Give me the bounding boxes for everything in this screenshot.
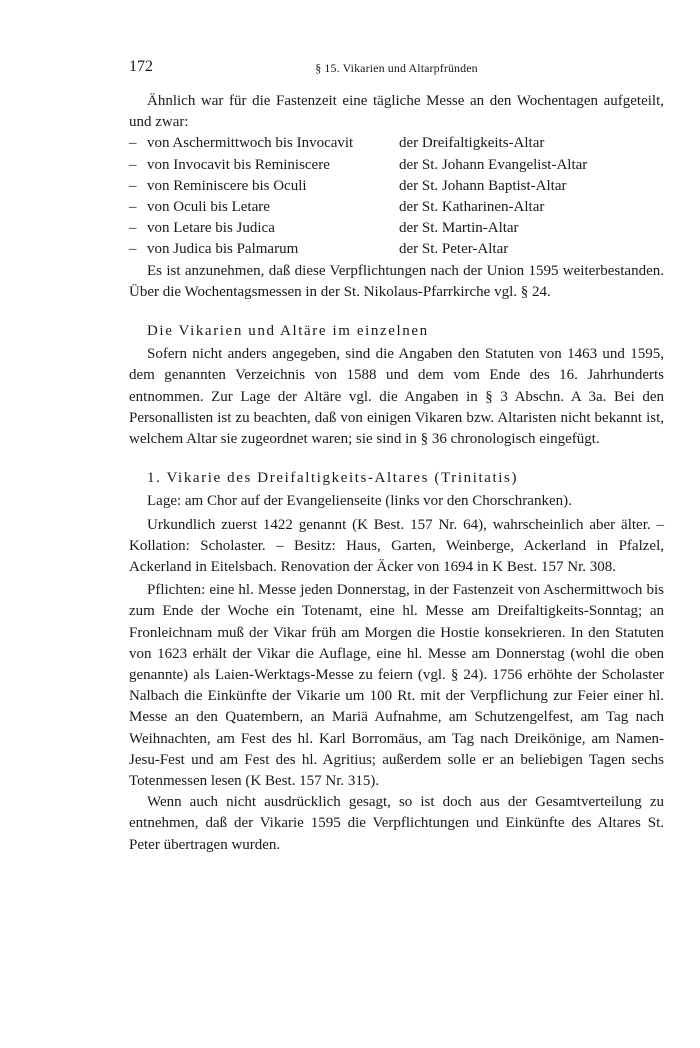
list-item: [129, 197, 664, 218]
fasting-schedule-list: [129, 133, 664, 260]
list-period: von Invocavit bis Reminiscere: [147, 156, 330, 173]
list-dash: –: [129, 177, 137, 194]
subsection-heading: 1. Vikarie des Dreifaltigkeits-Altares (Trinitatis): [147, 470, 519, 487]
section-heading: Die Vikarien und Altäre im einzelnen: [147, 322, 429, 339]
list-altar: der St. Martin-Altar: [399, 220, 519, 237]
list-period: von Aschermittwoch bis Invocavit: [147, 135, 354, 152]
list-period: von Letare bis Judica: [147, 220, 275, 237]
intro-paragraph: Ähnlich war für die Fastenzeit eine tägliche Messe an den Wochentagen aufgeteilt, und zwar:: [129, 93, 664, 131]
page-header: [129, 58, 664, 78]
running-title: § 15. Vikarien und Altarpfründen: [315, 61, 478, 75]
list-item: [129, 155, 664, 176]
list-item: [129, 133, 664, 154]
page-number: 172: [129, 58, 153, 75]
list-altar: der St. Johann Evangelist-Altar: [399, 156, 588, 173]
list-period: von Reminiscere bis Oculi: [147, 177, 307, 194]
list-altar: der St. Johann Baptist-Altar: [399, 177, 567, 194]
list-dash: –: [129, 198, 137, 215]
list-item: [129, 176, 664, 197]
list-dash: –: [129, 220, 137, 237]
list-altar: der St. Katharinen-Altar: [399, 198, 545, 215]
section-paragraph: Sofern nicht anders angegeben, sind die Angaben den Statuten von 1463 und 1595, dem genannten Verzeichnis von 1588 und dem vom Ende des 16. Jahrhunderts entnommen. Zur Lage der Altäre vgl. die Angaben in § 3 Abschn. A 3a. Bei den Personallisten ist zu beachten, daß von einigen Vikaren bzw. Altaristen nicht bekannt ist, welchem Altar sie zugeordnet waren; sie sind in § 36 chronologisch eingefügt.: [129, 346, 664, 447]
list-altar: der St. Peter-Altar: [399, 241, 509, 258]
documentation-paragraph: Urkundlich zuerst 1422 genannt (K Best. 157 Nr. 64), wahrscheinlich aber älter. – Kollation: Scholaster. – Besitz: Haus, Garten, Weinberge, Ackerland in Pfalzel, Ackerland in Eitelsbach. Renovation der Äcker von 1694 in K Best. 157 Nr. 308.: [129, 516, 664, 575]
list-altar: der Dreifaltigkeits-Altar: [399, 135, 545, 152]
list-item: [129, 239, 664, 260]
list-dash: –: [129, 241, 137, 258]
location-paragraph: Lage: am Chor auf der Evangelienseite (links vor den Chorschranken).: [147, 493, 572, 510]
list-period: von Oculi bis Letare: [147, 198, 270, 215]
list-item: [129, 218, 664, 239]
page-body: [129, 91, 664, 856]
list-period: von Judica bis Palmarum: [147, 241, 299, 258]
list-dash: –: [129, 156, 137, 173]
list-dash: –: [129, 135, 137, 152]
after-list-paragraph: Es ist anzunehmen, daß diese Verpflichtungen nach der Union 1595 weiterbestanden. Über die Wochentagsmessen in der St. Nikolaus-Pfarrkirche vgl. § 24.: [129, 262, 664, 300]
duties-paragraph: Pflichten: eine hl. Messe jeden Donnerstag, in der Fastenzeit von Aschermittwoch bis zum Ende der Woche ein Totenamt, eine hl. Messe am Dreifaltigkeits-Sonntag; an Fronleichnam muß der Vikar früh am Morgen die Hostie konsekrieren. In den Statuten von 1623 erhält der Vikar die Auflage, eine hl. Messe am Donnerstag (wohl die oben genannte) als Laien-Werktags-Messe zu feiern (vgl. § 24). 1756 erhöhte der Scholaster Nalbach die Einkünfte der Vikarie um 100 Rt. mit der Verpflichung zur Feier einer hl. Messe an den Quatembern, an Mariä Aufnahme, am Schutzengelfest, am Tag nach Weihnachten, am Fest des hl. Karl Borromäus, am Tag nach Dreikönige, am Namen-Jesu-Fest und am Fest des hl. Agritius; außerdem solle er an beliebigen Tagen sechs Totenmessen lesen (K Best. 157 Nr. 315).: [129, 582, 664, 789]
conclusion-paragraph: Wenn auch nicht ausdrücklich gesagt, so ist doch aus der Gesamtverteilung zu entnehmen, daß der Vikarie 1595 die Verpflichtungen und Einkünfte des Altares St. Peter übertragen wurden.: [129, 794, 664, 853]
